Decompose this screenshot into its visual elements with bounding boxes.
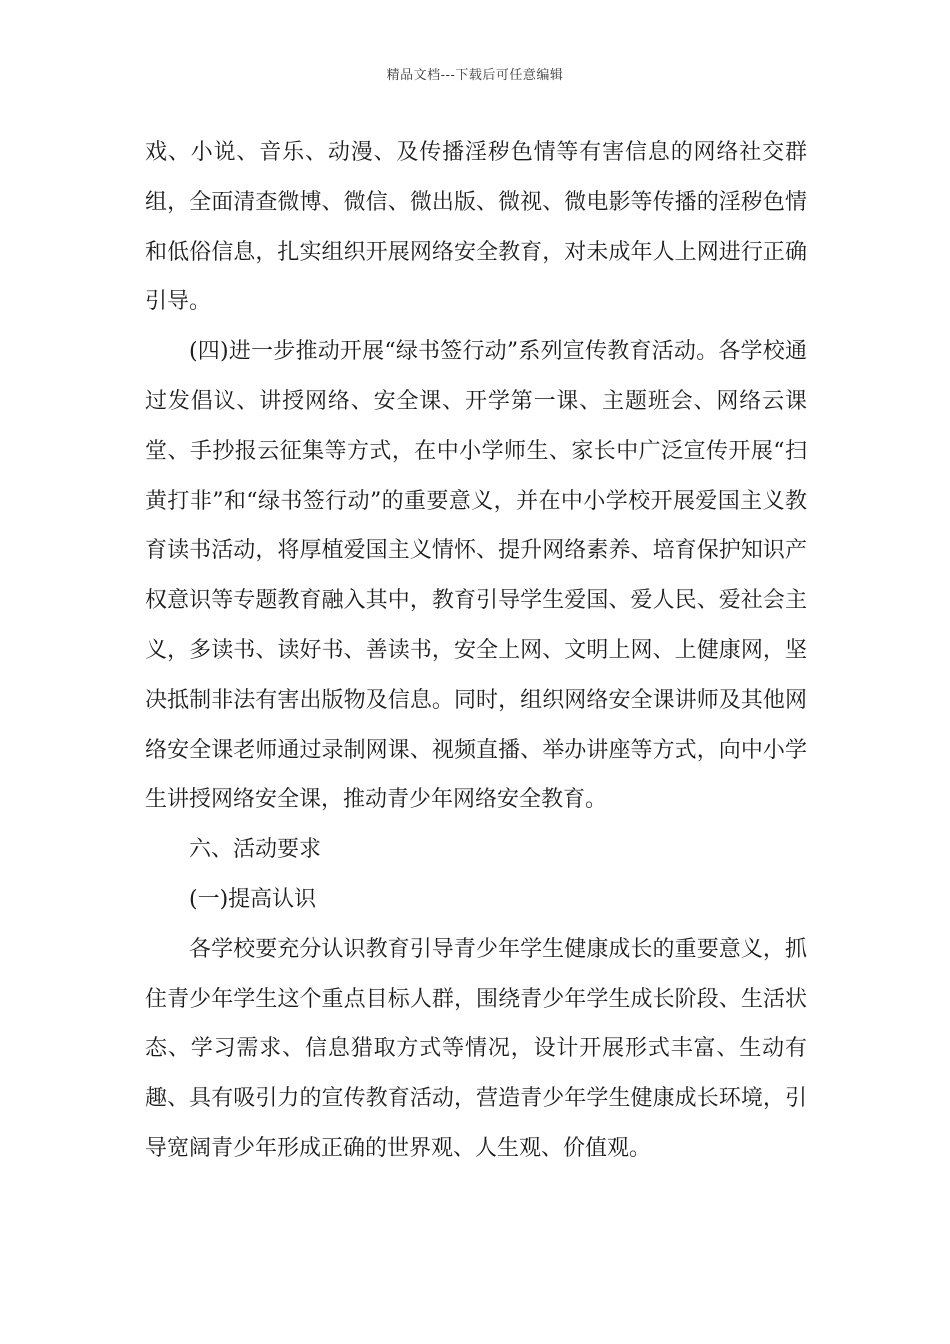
section-heading-activity-requirements: 六、活动要求 [189, 837, 322, 863]
page-header: 精品文档---下载后可任意编辑 [386, 68, 564, 83]
paragraph-raise-awareness: 各学校要充分认识教育引导青少年学生健康成长的重要意义，抓住青少年学生这个重点目标人群，围绕青少年学生成长阶段、生活状态、学习需求、信息猎取方式等情况，设计开展形式丰富、生动有趣、具有吸引力的宣传教育活动，营造青少年学生健康成长环境，引导宽阔青少年形成正确的世界观、人生观、价值观。 [145, 936, 807, 1161]
paragraph-continuation: 戏、小说、音乐、动漫、及传播淫秽色情等有害信息的网络社交群组，全面清查微博、微信、微出版、微视、微电影等传播的淫秽色情和低俗信息，扎实组织开展网络安全教育，对未成年人上网进行正确引导。 [145, 140, 807, 315]
document-body [145, 128, 807, 1174]
subsection-heading-raise-awareness: (一)提高认识 [189, 886, 317, 912]
paragraph-green-bookmark-campaign: (四)进一步推动开展“绿书签行动”系列宣传教育活动。各学校通过发倡议、讲授网络、安全课、开学第一课、主题班会、网络云课堂、手抄报云征集等方式，在中小学师生、家长中广泛宣传开展“扫黄打非”和“绿书签行动”的重要意义，并在中小学校开展爱国主义教育读书活动，将厚植爱国主义情怀、提升网络素养、培育保护知识产权意识等专题教育融入其中，教育引导学生爱国、爱人民、爱社会主义，多读书、读好书、善读书，安全上网、文明上网、上健康网，坚决抵制非法有害出版物及信息。同时，组织网络安全课讲师及其他网络安全课老师通过录制网课、视频直播、举办讲座等方式，向中小学生讲授网络安全课，推动青少年网络安全教育。 [145, 339, 807, 813]
